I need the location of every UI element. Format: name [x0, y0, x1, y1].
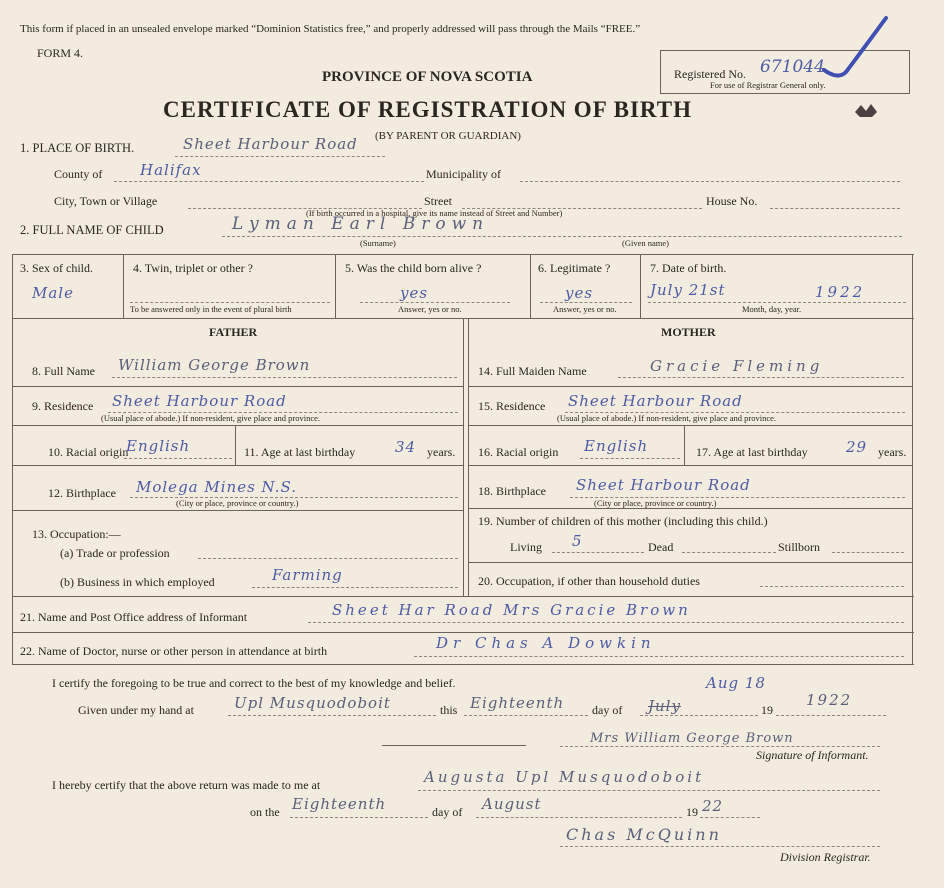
father-birthplace-note: (City or place, province or country.) [176, 498, 299, 508]
registrar-only-note: For use of Registrar General only. [710, 80, 826, 90]
check-mark-icon [820, 14, 892, 84]
certificate-subtitle: (BY PARENT OR GUARDIAN) [375, 130, 521, 142]
child-name-value: Lyman Earl Brown [232, 214, 490, 234]
day-of-label: day of [592, 703, 623, 717]
this-label: this [440, 703, 458, 717]
date-of-birth-note: Month, day, year. [742, 304, 802, 314]
mother-race-value: English [584, 437, 649, 455]
twin-note: To be answered only in the event of plural birth [130, 304, 292, 314]
date-of-birth-label: 7. Date of birth. [650, 261, 727, 275]
hospital-note: (If birth occurred in a hospital, give its name instead of Street and Number) [306, 208, 563, 218]
mother-name-label: 14. Full Maiden Name [478, 364, 587, 378]
father-birthplace-label: 12. Birthplace [48, 486, 116, 500]
father-name-label: 8. Full Name [32, 364, 95, 378]
dead-label: Dead [648, 540, 674, 554]
doctor-value: Dr Chas A Dowkin [436, 634, 656, 652]
mother-occupation-label: 20. Occupation, if other than household duties [478, 574, 700, 588]
date-of-birth-value: July 21st [650, 281, 726, 299]
father-residence-label: 9. Residence [32, 399, 94, 413]
division-registrar-label: Division Registrar. [780, 850, 871, 864]
sex-value: Male [32, 284, 74, 302]
father-years-label: years. [427, 445, 456, 459]
birth-year-value: 1922 [815, 283, 866, 301]
doctor-label: 22. Name of Doctor, nurse or other person in attendance at birth [20, 644, 328, 658]
signature-of-informant-label: Signature of Informant. [756, 748, 869, 762]
registrar-signature: Chas McQuinn [566, 825, 722, 844]
mother-residence-note: (Usual place of abode.) If non-resident, give place and province. [557, 413, 777, 423]
mother-age-value: 29 [846, 438, 868, 456]
given-day-value: Eighteenth [470, 694, 565, 712]
given-place-value: Upl Musquodoboit [234, 694, 391, 712]
mother-heading: MOTHER [661, 325, 716, 339]
trade-label: (a) Trade or profession [60, 546, 170, 560]
on-the-label: on the [250, 805, 280, 819]
father-age-label: 11. Age at last birthday [244, 445, 356, 459]
county-label: County of [54, 167, 103, 181]
father-residence-note: (Usual place of abode.) If non-resident, give place and province. [101, 413, 321, 423]
father-name-value: William George Brown [118, 356, 311, 374]
father-heading: FATHER [209, 325, 258, 339]
given-month-value: Aug 18 [706, 674, 766, 692]
given-under-label: Given under my hand at [78, 703, 194, 717]
return-day-of-label: day of [432, 805, 463, 819]
mother-race-label: 16. Racial origin [478, 445, 559, 459]
seal-mark-icon [852, 100, 880, 120]
stillborn-label: Stillborn [778, 540, 821, 554]
registered-number: 671044 [760, 57, 825, 77]
legitimate-note: Answer, yes or no. [553, 304, 617, 314]
mother-residence-value: Sheet Harbour Road [568, 392, 743, 410]
mother-age-label: 17. Age at last birthday [696, 445, 808, 459]
child-name-label: 2. FULL NAME OF CHILD [20, 223, 164, 237]
business-label: (b) Business in which employed [60, 575, 215, 589]
province-heading: PROVINCE OF NOVA SCOTIA [322, 69, 533, 85]
city-label: City, Town or Village [54, 194, 158, 208]
father-age-value: 34 [395, 438, 417, 456]
informant-signature: Mrs William George Brown [590, 731, 794, 746]
father-race-value: English [126, 437, 191, 455]
certify-statement: I certify the foregoing to be true and correct to the best of my knowledge and belief. [52, 676, 456, 690]
mother-birthplace-label: 18. Birthplace [478, 484, 546, 498]
return-made-label: I hereby certify that the above return was made to me at [52, 778, 321, 792]
return-month-value: August [482, 795, 542, 813]
born-alive-label: 5. Was the child born alive ? [345, 261, 482, 275]
municipality-label: Municipality of [426, 167, 501, 181]
twin-label: 4. Twin, triplet or other ? [133, 261, 253, 275]
registered-label: Registered No. [674, 67, 746, 81]
father-residence-value: Sheet Harbour Road [112, 392, 287, 410]
form-number: FORM 4. [37, 46, 84, 60]
return-nineteen-label: 19 [686, 805, 698, 819]
father-race-label: 10. Racial origin [48, 445, 129, 459]
informant-value: Sheet Har Road Mrs Gracie Brown [332, 601, 691, 619]
living-label: Living [510, 540, 542, 554]
mail-note: This form if placed in an unsealed envelope marked “Dominion Statistics free,” and properly addressed will pass through the Mails “FREE.” [20, 23, 641, 35]
born-alive-value: yes [400, 284, 429, 302]
return-year-value: 22 [702, 797, 724, 815]
children-count-label: 19. Number of children of this mother (including this child.) [478, 514, 768, 528]
surname-label: (Surname) [360, 238, 396, 248]
given-name-label: (Given name) [622, 238, 669, 248]
county-value: Halifax [140, 161, 202, 179]
mother-birthplace-note: (City or place, province or country.) [594, 498, 717, 508]
business-value: Farming [272, 566, 343, 584]
legitimate-label: 6. Legitimate ? [538, 261, 611, 275]
born-alive-note: Answer, yes or no. [398, 304, 462, 314]
street-label: Street [424, 194, 452, 208]
mother-birthplace-value: Sheet Harbour Road [576, 476, 751, 494]
certificate-title: CERTIFICATE OF REGISTRATION OF BIRTH [163, 97, 692, 122]
father-birthplace-value: Molega Mines N.S. [136, 478, 297, 496]
mother-years-label: years. [878, 445, 907, 459]
sex-label: 3. Sex of child. [20, 261, 93, 275]
informant-label: 21. Name and Post Office address of Informant [20, 610, 248, 624]
given-month-struck: July [648, 697, 681, 715]
father-occupation-label: 13. Occupation:— [32, 527, 121, 541]
legitimate-value: yes [565, 284, 594, 302]
return-day-value: Eighteenth [292, 795, 387, 813]
place-of-birth-label: 1. PLACE OF BIRTH. [20, 141, 135, 155]
living-value: 5 [572, 532, 583, 550]
mother-residence-label: 15. Residence [478, 399, 546, 413]
house-number-label: House No. [706, 194, 758, 208]
nineteen-label: 19 [761, 703, 773, 717]
return-place-value: Augusta Upl Musquodoboit [424, 768, 705, 786]
mother-name-value: Gracie Fleming [650, 357, 824, 375]
given-year-value: 1922 [806, 691, 853, 709]
place-of-birth-value: Sheet Harbour Road [183, 135, 358, 153]
